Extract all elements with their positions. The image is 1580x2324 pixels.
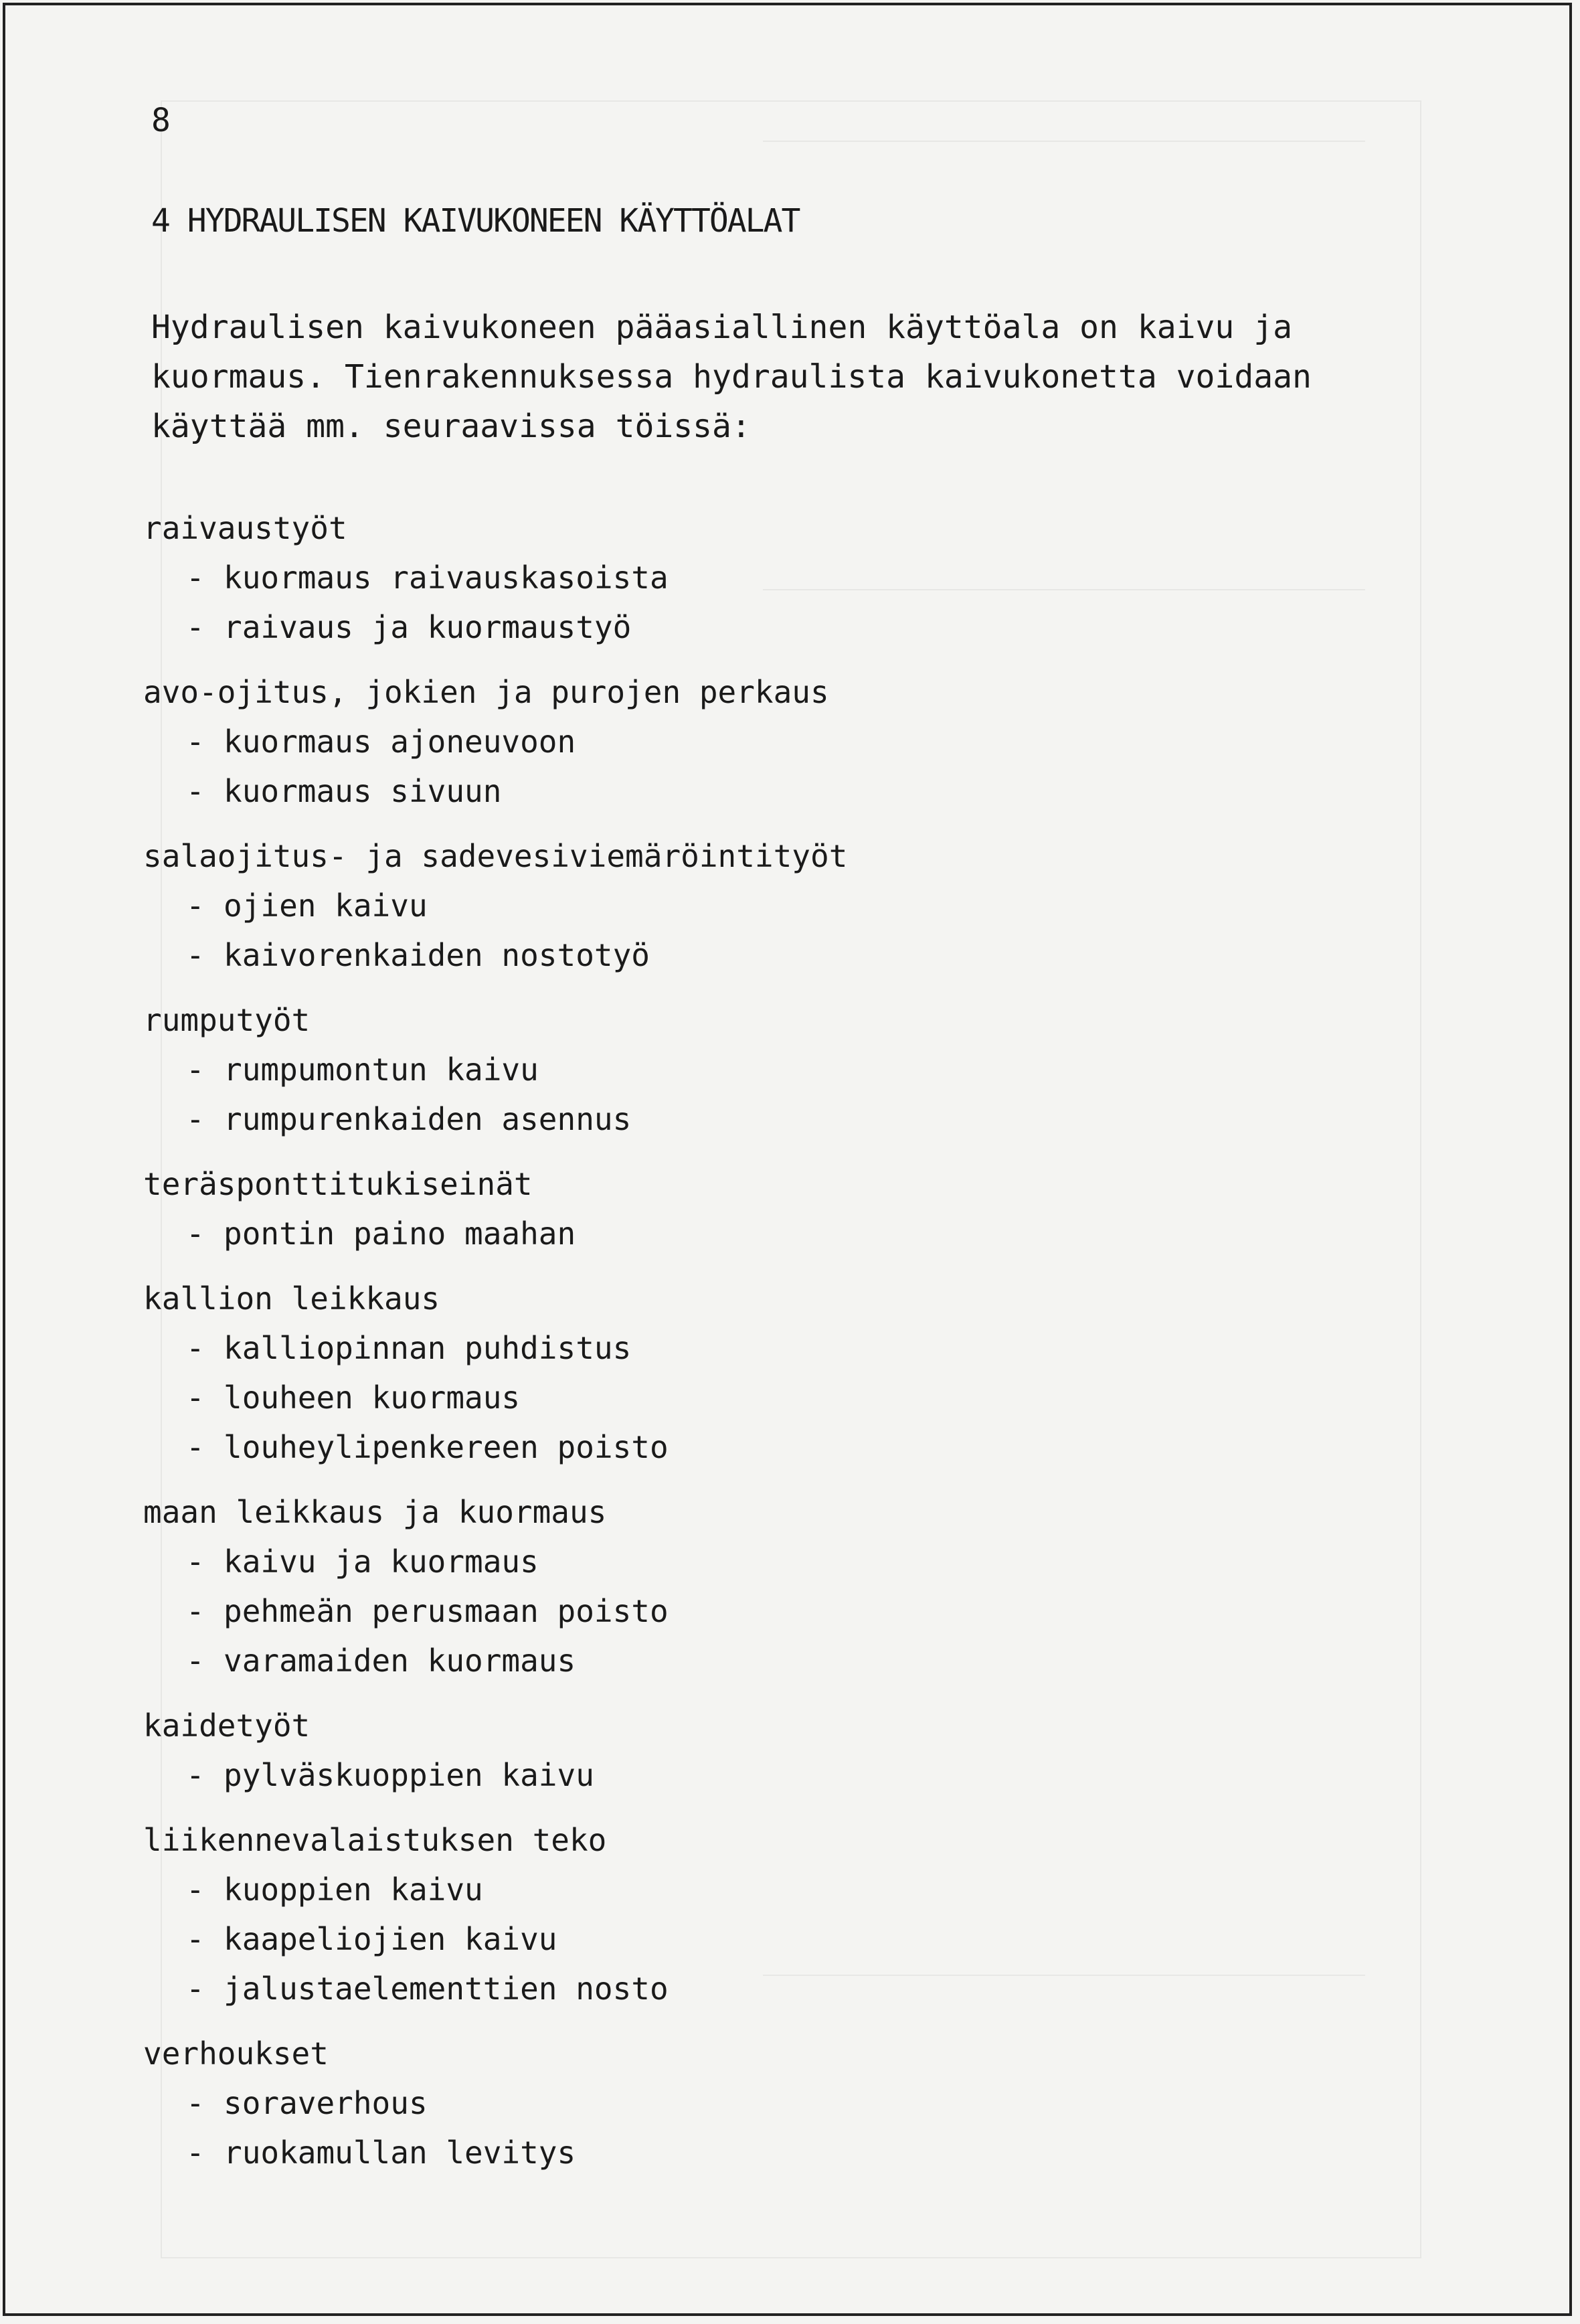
list-item-text: rumpurenkaiden asennus <box>224 1101 632 1137</box>
section-items <box>143 717 1348 816</box>
list-item <box>143 1323 1348 1373</box>
dash-bullet: - <box>186 1052 205 1088</box>
list-item-text: pontin paino maahan <box>224 1216 576 1252</box>
usage-section <box>143 1815 1348 2013</box>
list-item-text: ojien kaivu <box>224 888 428 924</box>
list-item <box>143 602 1348 652</box>
dash-bullet: - <box>186 2085 205 2121</box>
list-item <box>143 881 1348 930</box>
usage-section <box>143 1274 1348 1472</box>
list-item-text: kalliopinnan puhdistus <box>224 1330 632 1366</box>
dash-bullet: - <box>186 773 205 809</box>
intro-paragraph <box>151 303 1490 451</box>
section-title: kaidetyöt <box>143 1708 311 1744</box>
section-title: salaojitus- ja sadevesiviemäröintityöt <box>143 838 848 874</box>
list-item-text: kuormaus sivuun <box>224 773 502 809</box>
list-item-text: raivaus ja kuormaustyö <box>224 609 632 645</box>
list-item <box>143 930 1348 980</box>
list-item <box>143 1586 1348 1636</box>
list-item-text: varamaiden kuormaus <box>224 1643 576 1679</box>
dash-bullet: - <box>186 1757 205 1793</box>
dash-bullet: - <box>186 1330 205 1366</box>
dash-bullet: - <box>186 1593 205 1629</box>
section-items <box>143 2078 1348 2177</box>
section-title: rumputyöt <box>143 1002 311 1038</box>
intro-line: kuormaus. Tienrakennuksessa hydraulista kaivukonetta voidaan <box>151 358 1312 396</box>
list-item-text: kuoppien kaivu <box>224 1872 483 1908</box>
list-item-text: kaapeliojien kaivu <box>224 1921 557 1957</box>
dash-bullet: - <box>186 609 205 645</box>
section-title: liikennevalaistuksen teko <box>143 1822 607 1858</box>
usage-sections <box>143 503 1348 2193</box>
dash-bullet: - <box>186 1101 205 1137</box>
list-item-text: rumpumontun kaivu <box>224 1052 539 1088</box>
section-items <box>143 1323 1348 1472</box>
section-items <box>143 1537 1348 1685</box>
section-items <box>143 881 1348 980</box>
dash-bullet: - <box>186 2135 205 2171</box>
usage-section <box>143 995 1348 1144</box>
list-item <box>143 553 1348 602</box>
section-title: raivaustyöt <box>143 510 347 546</box>
list-item-text: jalustaelementtien nosto <box>224 1971 669 2007</box>
usage-section <box>143 831 1348 980</box>
usage-section <box>143 2029 1348 2177</box>
list-item-text: pylväskuoppien kaivu <box>224 1757 594 1793</box>
usage-section <box>143 1487 1348 1685</box>
dash-bullet: - <box>186 1216 205 1252</box>
usage-section <box>143 1701 1348 1800</box>
list-item <box>143 766 1348 816</box>
list-item <box>143 1422 1348 1472</box>
dash-bullet: - <box>186 1921 205 1957</box>
dash-bullet: - <box>186 1544 205 1580</box>
section-items <box>143 1045 1348 1144</box>
dash-bullet: - <box>186 888 205 924</box>
list-item-text: soraverhous <box>224 2085 428 2121</box>
list-item-text: louheylipenkereen poisto <box>224 1429 669 1465</box>
list-item <box>143 1373 1348 1422</box>
list-item <box>143 1045 1348 1094</box>
list-item-text: kuormaus ajoneuvoon <box>224 724 576 760</box>
section-items <box>143 1865 1348 2013</box>
list-item-text: kaivorenkaiden nostotyö <box>224 937 650 973</box>
list-item <box>143 2078 1348 2128</box>
list-item <box>143 1750 1348 1800</box>
list-item <box>143 1914 1348 1964</box>
list-item <box>143 2128 1348 2177</box>
list-item-text: pehmeän perusmaan poisto <box>224 1593 669 1629</box>
dash-bullet: - <box>186 1429 205 1465</box>
section-title: avo-ojitus, jokien ja purojen perkaus <box>143 674 829 710</box>
dash-bullet: - <box>186 1643 205 1679</box>
list-item-text: kuormaus raivauskasoista <box>224 560 669 596</box>
dash-bullet: - <box>186 937 205 973</box>
usage-section <box>143 667 1348 816</box>
dash-bullet: - <box>186 1971 205 2007</box>
section-items <box>143 553 1348 652</box>
list-item <box>143 1636 1348 1685</box>
dash-bullet: - <box>186 724 205 760</box>
page-heading: 4 HYDRAULISEN KAIVUKONEEN KÄYTTÖALAT <box>151 202 800 240</box>
show-through-line <box>763 141 1365 142</box>
list-item <box>143 717 1348 766</box>
list-item-text: louheen kuormaus <box>224 1380 521 1416</box>
list-item <box>143 1094 1348 1144</box>
list-item-text: ruokamullan levitys <box>224 2135 576 2171</box>
dash-bullet: - <box>186 1380 205 1416</box>
list-item <box>143 1865 1348 1914</box>
usage-section <box>143 1159 1348 1258</box>
section-title: kallion leikkaus <box>143 1280 440 1317</box>
section-title: verhoukset <box>143 2036 329 2072</box>
section-items <box>143 1750 1348 1800</box>
usage-section <box>143 503 1348 652</box>
intro-line: Hydraulisen kaivukoneen pääasiallinen käyttöala on kaivu ja <box>151 309 1293 346</box>
list-item <box>143 1964 1348 2013</box>
section-title: maan leikkaus ja kuormaus <box>143 1494 607 1530</box>
list-item <box>143 1537 1348 1586</box>
page-number: 8 <box>151 102 171 139</box>
list-item-text: kaivu ja kuormaus <box>224 1544 539 1580</box>
dash-bullet: - <box>186 1872 205 1908</box>
section-items <box>143 1209 1348 1258</box>
section-title: teräsponttitukiseinät <box>143 1166 533 1202</box>
intro-line: käyttää mm. seuraavissa töissä: <box>151 408 751 445</box>
dash-bullet: - <box>186 560 205 596</box>
list-item <box>143 1209 1348 1258</box>
